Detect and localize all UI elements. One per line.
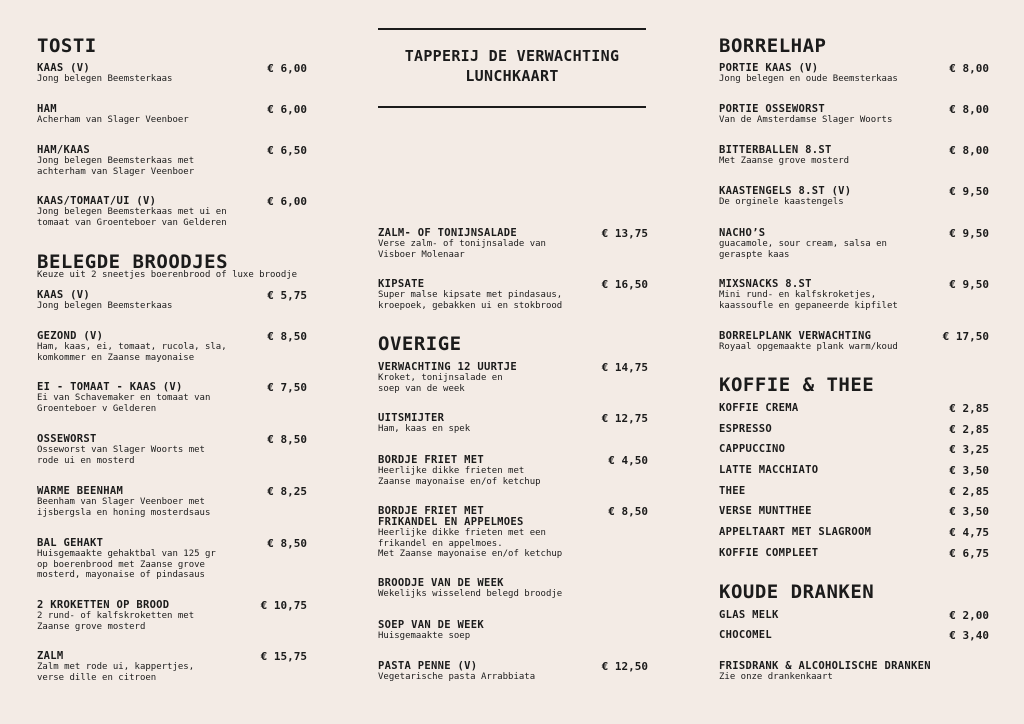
item-price: € 8,00 — [949, 62, 989, 75]
item-description: Van de Amsterdamse Slager Woorts — [719, 115, 893, 125]
menu-item — [378, 578, 648, 600]
item-name: KAAS/TOMAAT/UI (V) — [37, 195, 157, 207]
item-description: Super malse kipsate met pindasaus, kroepoek, gebakken ui en stokbrood — [378, 290, 563, 311]
item-price: € 3,50 — [949, 464, 989, 477]
item-name: WARME BEENHAM — [37, 485, 124, 497]
item-price: € 8,00 — [949, 144, 989, 157]
menu-item — [37, 196, 307, 228]
menu-item — [719, 548, 989, 559]
item-description: Heerlijke dikke frieten met een frikandel en appelmoes. Met Zaanse mayonaise en/of ketchup — [378, 528, 563, 559]
item-name: HAM/KAAS — [37, 144, 90, 156]
item-price: € 3,50 — [949, 505, 989, 518]
item-price: € 16,50 — [601, 278, 648, 291]
section-title-koude-dranken: KOUDE DRANKEN — [719, 581, 875, 603]
item-price: € 5,75 — [267, 289, 307, 302]
item-price: € 4,50 — [608, 454, 648, 467]
item-name: MIXSNACKS 8.ST — [719, 278, 812, 290]
item-price: € 6,50 — [267, 144, 307, 157]
menu-item — [37, 651, 307, 683]
menu-item — [719, 331, 989, 353]
item-description: Jong belegen en oude Beemsterkaas — [719, 74, 898, 84]
item-price: € 14,75 — [601, 361, 648, 374]
item-name: KAAS (V) — [37, 289, 90, 301]
item-name: BORDJE FRIET MET — [378, 454, 484, 466]
item-description: Verse zalm- of tonijnsalade van Visboer Molenaar — [378, 239, 546, 260]
item-name: BITTERBALLEN 8.ST — [719, 144, 832, 156]
item-price: € 3,40 — [949, 629, 989, 642]
menu-item — [719, 527, 989, 538]
item-description: guacamole, sour cream, salsa en geraspte kaas — [719, 239, 887, 260]
item-name: BAL GEHAKT — [37, 537, 104, 549]
item-price: € 6,00 — [267, 62, 307, 75]
item-name: CHOCOMEL — [719, 629, 772, 641]
item-description: Met Zaanse grove mosterd — [719, 156, 850, 166]
item-description: Mini rund- en kalfskroketjes, kaassoufle en gepaneerde kipfilet — [719, 290, 898, 311]
item-name: ESPRESSO — [719, 423, 772, 435]
item-description: De orginele kaastengels — [719, 197, 844, 207]
menu-item — [378, 506, 648, 560]
item-price: € 6,75 — [949, 547, 989, 560]
item-name: NACHO’S — [719, 227, 766, 239]
menu-item — [719, 610, 989, 621]
menu-item — [37, 434, 307, 466]
item-name: OSSEWORST — [37, 433, 97, 445]
item-price: € 6,00 — [267, 195, 307, 208]
item-name: KOFFIE CREMA — [719, 402, 799, 414]
item-price: € 8,25 — [267, 485, 307, 498]
menu-item — [378, 620, 648, 642]
section-title-overige: OVERIGE — [378, 333, 462, 355]
restaurant-name: TAPPERIJ DE VERWACHTING — [404, 47, 620, 65]
item-price: € 8,50 — [267, 330, 307, 343]
item-description: Acherham van Slager Veenboer — [37, 115, 189, 125]
item-price: € 12,75 — [601, 412, 648, 425]
item-price: € 8,00 — [949, 103, 989, 116]
item-price: € 17,50 — [942, 330, 989, 343]
menu-item — [37, 382, 307, 414]
item-name: BORDJE FRIET MET FRIKANDEL EN APPELMOES — [378, 505, 524, 528]
section-title-tosti: TOSTI — [37, 35, 97, 57]
item-description: Heerlijke dikke frieten met Zaanse mayonaise en/of ketchup — [378, 466, 541, 487]
item-name: KAASTENGELS 8.ST (V) — [719, 185, 852, 197]
item-name: 2 KROKETTEN OP BROOD — [37, 599, 170, 611]
menu-item — [37, 538, 307, 581]
item-price: € 2,00 — [949, 609, 989, 622]
item-description: Wekelijks wisselend belegd broodje — [378, 589, 563, 599]
item-name: KOFFIE COMPLEET — [719, 547, 819, 559]
item-name: ZALM — [37, 650, 64, 662]
menu-item — [37, 486, 307, 518]
menu-item — [719, 63, 989, 85]
menu-item — [719, 506, 989, 517]
menu-item — [378, 661, 648, 683]
menu-item — [37, 290, 307, 312]
menu-item — [37, 600, 307, 632]
item-name: GEZOND (V) — [37, 330, 104, 342]
item-description: 2 rund- of kalfskroketten met Zaanse grove mosterd — [37, 611, 195, 632]
menu-item — [378, 279, 648, 311]
item-name: PASTA PENNE (V) — [378, 660, 478, 672]
item-name: THEE — [719, 485, 746, 497]
menu-item — [37, 104, 307, 126]
item-name: KAAS (V) — [37, 62, 90, 74]
item-description: Zie onze drankenkaart — [719, 672, 833, 682]
item-description: Huisgemaakte soep — [378, 631, 471, 641]
item-price: € 3,25 — [949, 443, 989, 456]
item-price: € 8,50 — [267, 433, 307, 446]
item-description: Jong belegen Beemsterkaas met ui en tomaat van Groenteboer van Gelderen — [37, 207, 227, 228]
item-name: FRISDRANK & ALCOHOLISCHE DRANKEN — [719, 660, 931, 672]
item-description: Ham, kaas en spek — [378, 424, 471, 434]
item-name: SOEP VAN DE WEEK — [378, 619, 484, 631]
item-description: Royaal opgemaakte plank warm/koud — [719, 342, 898, 352]
item-name: PORTIE OSSEWORST — [719, 103, 825, 115]
item-description: Vegetarische pasta Arrabbiata — [378, 672, 536, 682]
item-price: € 15,75 — [260, 650, 307, 663]
item-price: € 9,50 — [949, 185, 989, 198]
item-price: € 6,00 — [267, 103, 307, 116]
menu-item — [719, 444, 989, 455]
menu-item — [378, 413, 648, 435]
item-price: € 10,75 — [260, 599, 307, 612]
item-price: € 4,75 — [949, 526, 989, 539]
item-price: € 7,50 — [267, 381, 307, 394]
item-name: HAM — [37, 103, 57, 115]
section-title-belegde-broodjes: BELEGDE BROODJES — [37, 251, 229, 273]
menu-item — [37, 145, 307, 177]
item-name: BORRELPLANK VERWACHTING — [719, 330, 872, 342]
menu-item — [719, 465, 989, 476]
item-price: € 9,50 — [949, 227, 989, 240]
item-name: VERSE MUNTTHEE — [719, 505, 812, 517]
item-description: Jong belegen Beemsterkaas — [37, 301, 173, 311]
item-price: € 8,50 — [267, 537, 307, 550]
item-price: € 2,85 — [949, 423, 989, 436]
menu-item — [378, 455, 648, 487]
menu-item — [37, 331, 307, 363]
item-name: LATTE MACCHIATO — [719, 464, 819, 476]
menu-item — [719, 228, 989, 260]
item-name: CAPPUCCINO — [719, 443, 786, 455]
menu-item — [719, 104, 989, 126]
menu-item — [719, 186, 989, 208]
item-name: UITSMIJTER — [378, 412, 445, 424]
menu-item — [378, 362, 648, 394]
item-name: BROODJE VAN DE WEEK — [378, 577, 504, 589]
item-price: € 2,85 — [949, 485, 989, 498]
item-price: € 2,85 — [949, 402, 989, 415]
item-name: VERWACHTING 12 UURTJE — [378, 361, 518, 373]
item-price: € 13,75 — [601, 227, 648, 240]
item-description: Ei van Schavemaker en tomaat van Groenteboer v Gelderen — [37, 393, 211, 414]
item-description: Jong belegen Beemsterkaas — [37, 74, 173, 84]
menu-item — [719, 279, 989, 311]
item-description: Kroket, tonijnsalade en soep van de week — [378, 373, 503, 394]
menu-item — [719, 424, 989, 435]
item-price: € 9,50 — [949, 278, 989, 291]
item-name: KIPSATE — [378, 278, 425, 290]
item-name: ZALM- OF TONIJNSALADE — [378, 227, 518, 239]
item-name: APPELTAART MET SLAGROOM — [719, 526, 872, 538]
menu-item — [719, 486, 989, 497]
item-description: Osseworst van Slager Woorts met rode ui en mosterd — [37, 445, 205, 466]
menu-item — [378, 228, 648, 260]
item-description: Huisgemaakte gehaktbal van 125 gr op boerenbrood met Zaanse grove mosterd, mayonaise of pindasaus — [37, 549, 216, 580]
menu-title: LUNCHKAART — [465, 67, 559, 85]
menu-item — [719, 630, 989, 641]
section-title-borrelhap: BORRELHAP — [719, 35, 827, 57]
item-name: PORTIE KAAS (V) — [719, 62, 819, 74]
menu-item — [719, 403, 989, 414]
menu-item — [719, 145, 989, 167]
menu-item — [37, 63, 307, 85]
item-price: € 8,50 — [608, 505, 648, 518]
item-description: Jong belegen Beemsterkaas met achterham van Slager Veenboer — [37, 156, 195, 177]
item-name: EI - TOMAAT - KAAS (V) — [37, 381, 183, 393]
item-description: Zalm met rode ui, kappertjes, verse dille en citroen — [37, 662, 195, 683]
item-description: Ham, kaas, ei, tomaat, rucola, sla, komkommer en Zaanse mayonaise — [37, 342, 227, 363]
menu-item — [719, 661, 989, 683]
item-description: Beenham van Slager Veenboer met ijsbergsla en honing mosterdsaus — [37, 497, 211, 518]
menu-header — [378, 28, 646, 108]
item-price: € 12,50 — [601, 660, 648, 673]
section-note: Keuze uit 2 sneetjes boerenbrood of luxe broodje — [37, 270, 298, 280]
section-title-koffie-thee: KOFFIE & THEE — [719, 374, 875, 396]
item-name: GLAS MELK — [719, 609, 779, 621]
